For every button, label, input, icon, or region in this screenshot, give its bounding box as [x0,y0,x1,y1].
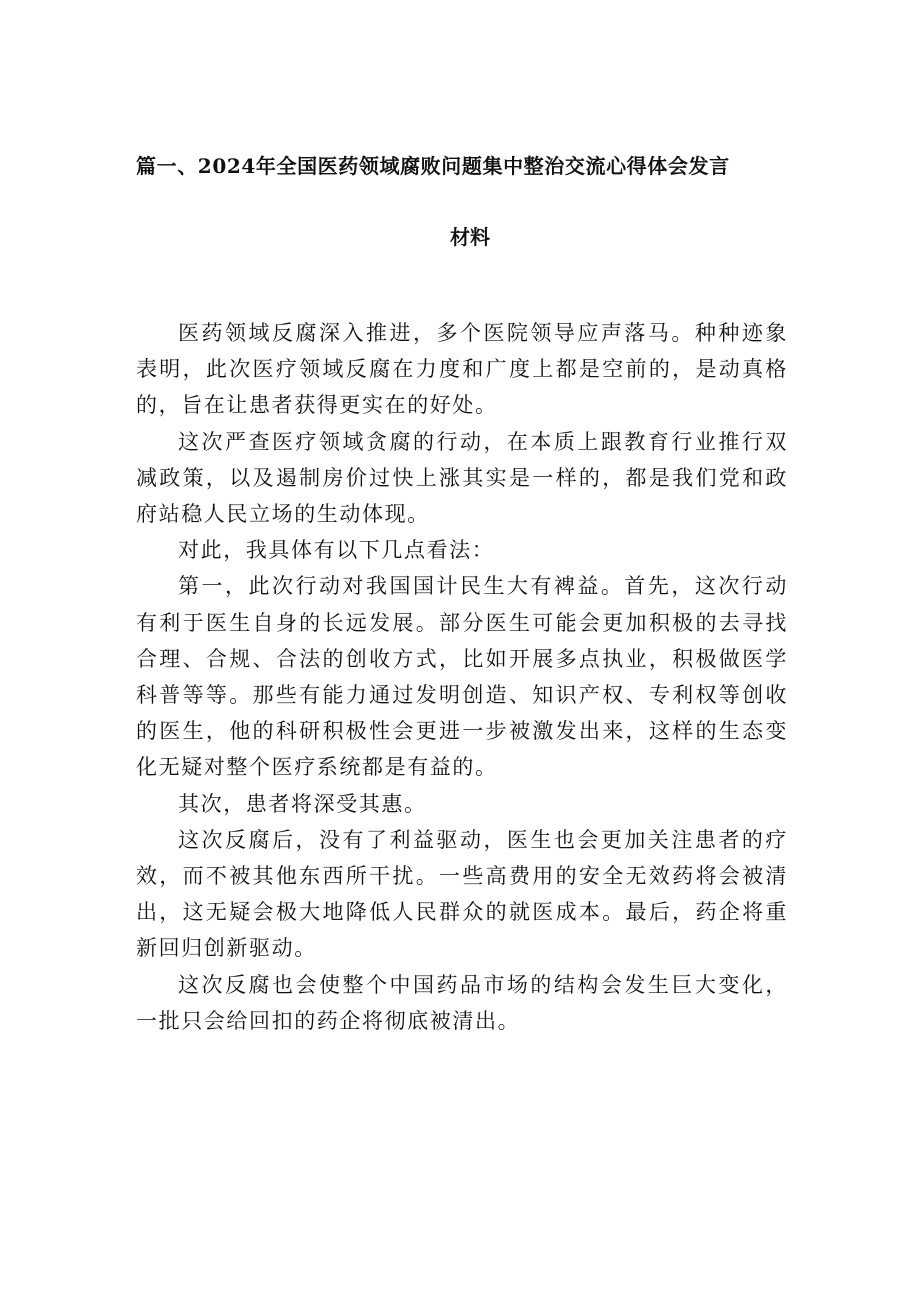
paragraph: 其次，患者将深受其惠。 [178,791,427,816]
paragraph: 对此，我具体有以下几点看法： [178,538,495,563]
paragraph: 这次反腐也会使整个中国药品市场的结构会发生巨大变化，一批只会给回扣的药企将彻底被清出。 [136,972,788,1033]
document-title-continuation: 材料 [450,225,490,249]
document-body [136,315,788,1039]
document-title: 篇一、2024年全国医药领域腐败问题集中整治交流心得体会发言 [136,154,730,178]
paragraph: 医药领域反腐深入推进，多个医院领导应声落马。种种迹象表明，此次医疗领域反腐在力度和广度上都是空前的，是动真格的，旨在让患者获得更实在的好处。 [136,321,788,418]
paragraph: 这次反腐后，没有了利益驱动，医生也会更加关注患者的疗效，而不被其他东西所干扰。一些高费用的安全无效药将会被清出，这无疑会极大地降低人民群众的就医成本。最后，药企将重新回归创新驱动。 [136,827,788,961]
paragraph: 这次严查医疗领域贪腐的行动，在本质上跟教育行业推行双减政策，以及遏制房价过快上涨其实是一样的，都是我们党和政府站稳人民立场的生动体现。 [136,429,788,527]
paragraph: 第一，此次行动对我国国计民生大有裨益。首先，这次行动有利于医生自身的长远发展。部分医生可能会更加积极的去寻找合理、合规、合法的创收方式，比如开展多点执业，积极做医学科普等等。那些有能力通过发明创造、知识产权、专利权等创收的医生，他的科研积极性会更进一步被激发出来，这样的生态变化无疑对整个医疗系统都是有益的。 [136,574,788,780]
